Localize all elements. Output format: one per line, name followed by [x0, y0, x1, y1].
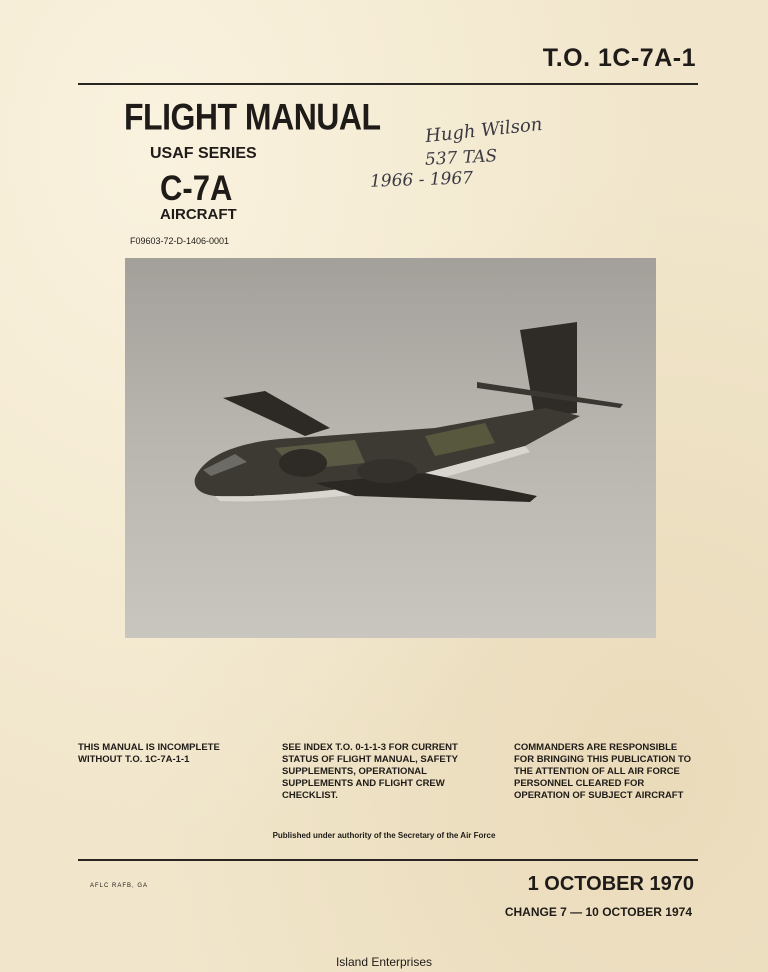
top-rule — [78, 83, 698, 85]
notice-commanders: COMMANDERS ARE RESPONSIBLE FOR BRINGING THIS PUBLICATION TO THE ATTENTION OF ALL AIR FORCE PERSONNEL CLEARED FOR OPERATION OF SUBJECT AIRCRAFT — [514, 742, 691, 801]
handwritten-years: 1966 - 1967 — [369, 168, 474, 192]
aircraft-label: AIRCRAFT — [160, 206, 237, 223]
notice-incomplete: THIS MANUAL IS INCOMPLETE WITHOUT T.O. 1C-7A-1-1 — [78, 742, 220, 765]
handwritten-name: Hugh Wilson — [424, 113, 544, 148]
aircraft-silhouette — [125, 258, 656, 638]
change-notice: CHANGE 7 — 10 OCTOBER 1974 — [504, 905, 692, 919]
aircraft-model: C-7A — [160, 168, 233, 209]
authority-statement: Published under authority of the Secretary of the Air Force — [272, 831, 496, 840]
manual-title: FLIGHT MANUAL — [124, 96, 381, 138]
contract-number: F09603-72-D-1406-0001 — [130, 236, 230, 246]
bottom-rule — [78, 859, 698, 861]
notice-index: SEE INDEX T.O. 0-1-1-3 FOR CURRENT STATUS OF FLIGHT MANUAL, SAFETY SUPPLEMENTS, OPERATIONAL SUPPLEMENTS AND FLIGHT CREW CHECKLIST. — [282, 742, 458, 801]
publication-date: 1 OCTOBER 1970 — [527, 873, 694, 895]
handwritten-unit: 537 TAS — [424, 146, 498, 170]
printer-imprint: AFLC RAFB, GA — [90, 883, 149, 889]
aircraft-photo — [125, 258, 656, 638]
series-label: USAF SERIES — [150, 145, 257, 162]
technical-order-number: T.O. 1C-7A-1 — [542, 44, 696, 72]
footer-credit: Island Enterprises — [335, 955, 433, 969]
